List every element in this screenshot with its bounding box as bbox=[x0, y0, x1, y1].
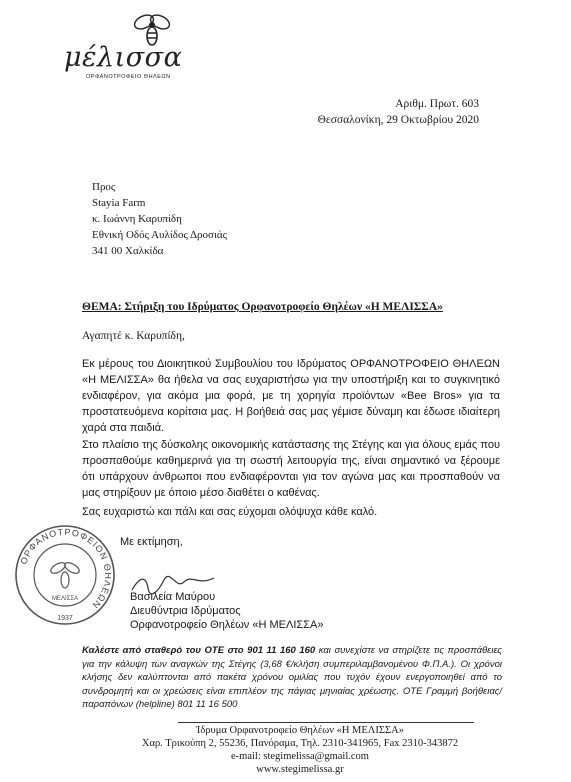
recipient-street: Εθνική Οδός Αυλίδος Δροσιάς bbox=[92, 229, 228, 241]
recipient-person: κ. Ιωάννη Καρυπίδη bbox=[92, 213, 182, 225]
subject-line: ΘΕΜΑ: Στήριξη του Ιδρύματος Ορφανοτροφείο Θηλέων «Η ΜΕΛΙΣΣΑ» bbox=[82, 301, 443, 313]
signature-block bbox=[130, 590, 323, 632]
reference-block bbox=[318, 96, 479, 128]
logo-subtitle: ΟΡΦΑΝΟΤΡΟΦΕΙΟ ΘΗΛΕΩΝ bbox=[86, 74, 171, 80]
stamp-ring-text: ΟΡΦΑΝΟΤΡΟΦΕΙΟΝ ΘΗΛΕΩΝ bbox=[18, 526, 114, 611]
organization-stamp bbox=[10, 520, 120, 630]
signature-closing: Με εκτίμηση, bbox=[120, 536, 183, 548]
footer-address: Χαρ. Τρικούπη 2, 55236, Πανόραμα, Τηλ. 2310-341965, Fax 2310-343872 bbox=[141, 738, 459, 749]
stamp-bee-icon bbox=[49, 561, 81, 588]
donation-appeal bbox=[82, 644, 502, 712]
footer-divider bbox=[178, 722, 474, 723]
appeal-body: και συνεχίστε να στηρίζετε τις προσπάθειες για την κάλυψη των αναγκών της Στέγης (3,68 €/κλήση συμπεριλαμβανομένου Φ.Π.Α.). Οι χρόνοι κλήσης δεν καλύπτονται από πακέτα χρόνου ομιλίας που τυχόν έχουν ενεργοποιηθεί από το συνδρομητή και οι χρεώσεις είναι επιπλέον της πάγιας μηνιαίας χρέωσης. ΟΤΕ Γραμμή βοήθειας/παραπόνων (helpline) 801 11 16 500 bbox=[82, 645, 502, 710]
recipient-company: Stayia Farm bbox=[92, 197, 146, 209]
greeting: Αγαπητέ κ. Καρυπίδη, bbox=[82, 330, 185, 342]
footer-email[interactable]: e-mail: stegimelissa@gmail.com bbox=[231, 751, 369, 762]
protocol-number: Αριθμ. Πρωτ. 603 bbox=[395, 98, 479, 110]
signatory-name: Βασιλεία Μαύρου bbox=[130, 591, 216, 603]
letterhead-footer bbox=[100, 724, 500, 776]
signatory-org: Ορφανοτροφείο Θηλέων «Η ΜΕΛΙΣΣΑ» bbox=[130, 619, 324, 631]
recipient-to: Προς bbox=[92, 181, 116, 193]
footer-org: Ίδρυμα Ορφανοτροφείο Θηλέων «Η ΜΕΛΙΣΣΑ» bbox=[196, 725, 404, 736]
signatory-title: Διευθύντρια Ιδρύματος bbox=[130, 605, 241, 617]
body-paragraph: Στο πλαίσιο της δύσκολης οικονομικής κατάστασης της Στέγης και για όλους εμάς που προσπαθούμε καθημερινά για τη σωστή λειτουργία της, είναι σημαντικό να ξέρουμε ότι υπάρχουν άνθρωποι που ενδιαφέρονται για τον αγώνα μας και προσπαθούν να μας στηρίξουν με όποιο μέσο διαθέτει ο καθένας. bbox=[82, 439, 500, 499]
stamp-inner-text: ΜΕΛΙΣΣΑ bbox=[51, 596, 79, 602]
logo-wordmark: μέλισσα bbox=[64, 42, 183, 73]
body-paragraph: Εκ μέρους του Διοικητικού Συμβουλίου του Ιδρύματος ΟΡΦΑΝΟΤΡΟΦΕΙΟ ΘΗΛΕΩΝ «Η ΜΕΛΙΣΣΑ» θα ήθελα να σας ευχαριστήσω για την υποστήριξη και το συγκινητικό ενδιαφέρον, για ακόμα μια φορά, με τη χορηγία προϊόντων «Bee Bros» για τα προστατευόμενα κορίτσια μας. Η βοήθειά σας μας γέμισε δύναμη και έδωσε ιδιαίτερη χαρά στα παιδιά. bbox=[82, 358, 500, 434]
place-date: Θεσσαλονίκη, 29 Οκτωβρίου 2020 bbox=[317, 114, 479, 126]
recipient-city: 341 00 Χαλκίδα bbox=[92, 245, 164, 257]
recipient-address bbox=[92, 179, 227, 259]
footer-website[interactable]: www.stegimelissa.gr bbox=[256, 764, 344, 775]
body-paragraph: Σας ευχαριστώ και πάλι και σας εύχομαι ολόψυχα κάθε καλό. bbox=[82, 506, 378, 518]
logo bbox=[56, 8, 186, 88]
stamp-year: 1937 bbox=[57, 615, 73, 622]
appeal-lead: Καλέστε από σταθερό του ΟΤΕ στο 901 11 160 160 bbox=[82, 645, 316, 656]
